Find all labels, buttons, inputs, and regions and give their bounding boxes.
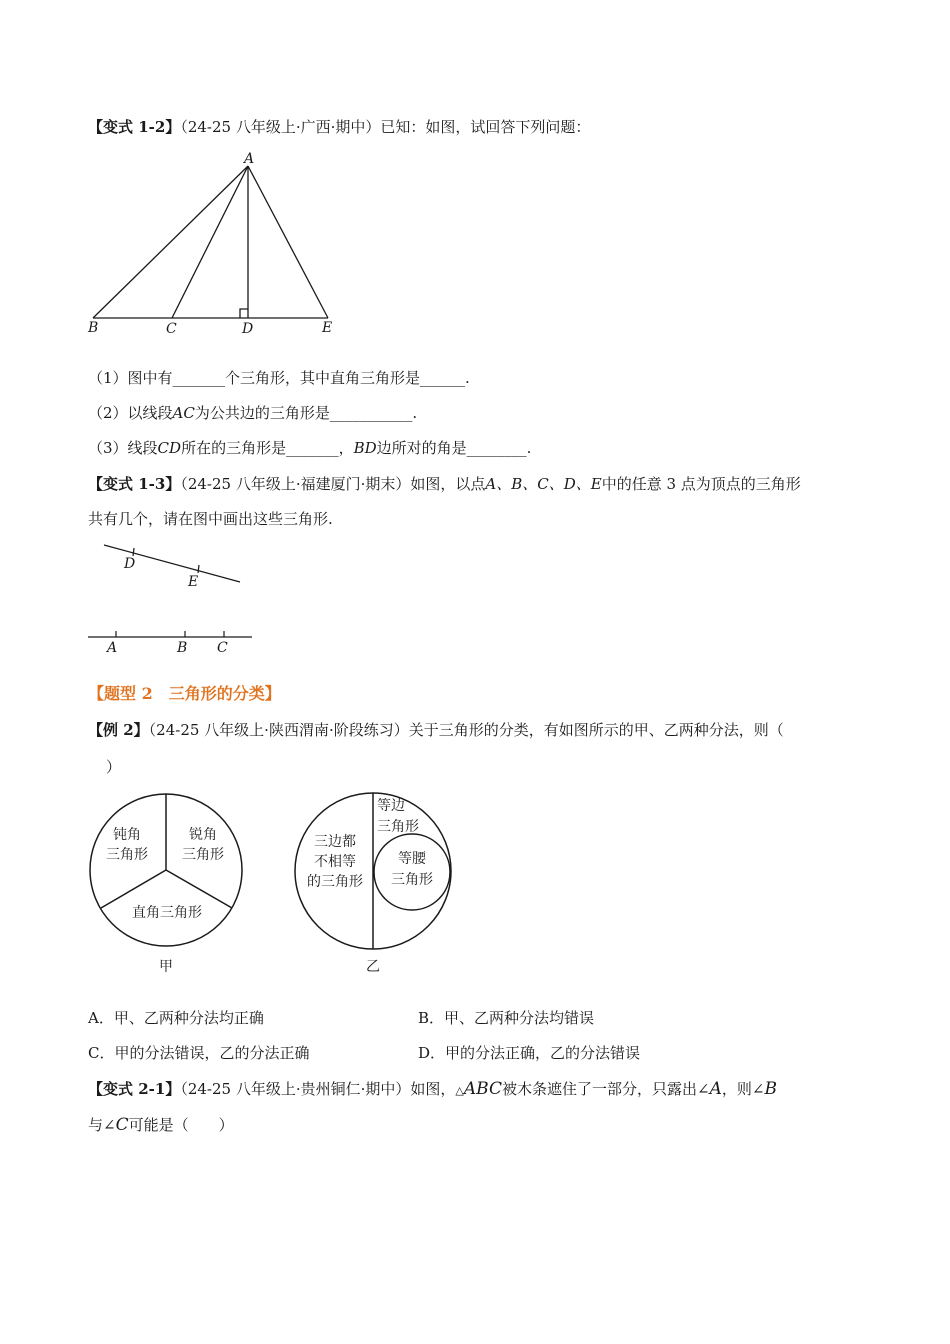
jia-divider-right — [166, 870, 232, 908]
v21-angle-a: A — [709, 1079, 722, 1099]
v12-label-a: A — [244, 151, 255, 167]
jia-caption: 甲 — [159, 959, 173, 975]
v12-q2-post: 为公共边的三角形是___________. — [194, 404, 418, 422]
v13-tag: 【变式 1-3】 — [88, 475, 181, 493]
yi-isosceles-line1: 等腰 — [398, 851, 426, 867]
v13-label-c: C — [217, 640, 228, 656]
yi-scalene-line2: 不相等 — [314, 854, 356, 870]
v21-tag: 【变式 2-1】 — [88, 1080, 181, 1098]
v13-label-b: B — [177, 640, 188, 656]
v12-q3-pre: （3）线段 — [88, 439, 158, 457]
v21-angle-symbol-a: ∠ — [696, 1080, 710, 1098]
v21-text-d: 与 — [88, 1116, 104, 1134]
v13-text1-points: A、B、C、D、E — [485, 475, 602, 493]
v21-angle-symbol-c: ∠ — [103, 1116, 116, 1134]
yi-scalene-line3: 的三角形 — [307, 874, 363, 890]
yi-scalene-line1: 三边都 — [314, 834, 356, 850]
yi-caption: 乙 — [366, 959, 380, 975]
v12-q2-var: AC — [172, 404, 195, 422]
jia-divider-left — [101, 870, 166, 908]
v12-line-ae — [248, 166, 328, 318]
v12-q3-post: 边所对的角是________. — [376, 439, 532, 457]
v21-angle-c: C — [115, 1115, 129, 1135]
v12-q1: （1）图中有_______个三角形，其中直角三角形是______. — [88, 369, 470, 387]
ex2-option-b: B．甲、乙两种分法均错误 — [418, 1009, 595, 1027]
v13-tick-d — [133, 548, 134, 556]
v21-source: （24-25 八年级上·贵州铜仁·期中） — [180, 1080, 411, 1098]
v12-q3-var2: BD — [353, 439, 377, 457]
v12-label-c: C — [166, 321, 177, 337]
v13-label-d: D — [124, 556, 136, 572]
v21-triangle-name: ABC — [463, 1079, 502, 1099]
ex2-text: 关于三角形的分类，有如图所示的甲、乙两种分法，则（ — [408, 721, 784, 739]
jia-obtuse-line2: 三角形 — [106, 847, 148, 863]
v13-label-a: A — [107, 640, 118, 656]
ex2-option-c: C．甲的分法错误，乙的分法正确 — [88, 1044, 310, 1062]
v12-q3 — [88, 437, 531, 459]
v12-source: （24-25 八年级上·广西·期中） — [180, 118, 381, 136]
ex2-question-line1 — [88, 719, 784, 741]
ex2-source: （24-25 八年级上·陕西渭南·阶段练习） — [148, 721, 409, 739]
v12-line-ab — [93, 166, 248, 318]
v12-label-e: E — [322, 320, 333, 336]
jia-right: 直角三角形 — [132, 905, 202, 921]
v13-text1-post: 中的任意 3 点为顶点的三角形 — [601, 475, 801, 493]
ex2-option-a: A．甲、乙两种分法均正确 — [88, 1009, 264, 1027]
v13-tick-e — [198, 565, 199, 573]
yi-isosceles-line2: 三角形 — [391, 872, 433, 888]
ex2-option-d: D．甲的分法正确，乙的分法错误 — [418, 1044, 641, 1062]
v13-question-line2: 共有几个，请在图中画出这些三角形. — [88, 510, 333, 528]
v12-line-ac — [172, 166, 248, 318]
v12-label-d: D — [242, 321, 254, 337]
v12-tag: 【变式 1-2】 — [88, 118, 181, 136]
v21-triangle-symbol: △ — [455, 1084, 464, 1097]
v12-right-angle-mark — [240, 309, 248, 318]
v21-question-line1 — [88, 1078, 777, 1102]
v12-q2-pre: （2）以线段 — [88, 404, 173, 422]
v21-angle-b: B — [764, 1079, 777, 1099]
ex2-question-line2: ） — [106, 758, 122, 776]
type2-heading: 【题型 2 三角形的分类】 — [88, 684, 281, 703]
v21-text-a: 如图， — [410, 1080, 456, 1098]
v12-q2 — [88, 402, 417, 424]
v12-q3-var1: CD — [157, 439, 182, 457]
yi-equilateral-line2: 三角形 — [377, 819, 419, 835]
v13-source: （24-25 八年级上·福建厦门·期末） — [180, 475, 411, 493]
yi-equilateral-line1: 等边 — [377, 798, 405, 814]
v21-text-e: 可能是（ ） — [128, 1116, 234, 1134]
v13-question-line1 — [88, 473, 801, 495]
v21-text-c: ，则 — [721, 1080, 752, 1098]
v12-text: 已知：如图，试回答下列问题： — [380, 118, 591, 136]
jia-acute-line1: 锐角 — [189, 827, 217, 843]
jia-acute-line2: 三角形 — [182, 847, 224, 863]
v13-text1-pre: 如图，以点 — [410, 475, 486, 493]
v21-text-b: 被木条遮住了一部分，只露出 — [501, 1080, 697, 1098]
v12-q3-mid: 所在的三角形是_______， — [181, 439, 354, 457]
v21-angle-symbol-b: ∠ — [751, 1080, 765, 1098]
jia-obtuse-line1: 钝角 — [113, 827, 141, 843]
v21-question-line2 — [88, 1114, 234, 1136]
v12-label-b: B — [88, 320, 99, 336]
ex2-tag: 【例 2】 — [88, 721, 149, 739]
v13-label-e: E — [188, 574, 199, 590]
